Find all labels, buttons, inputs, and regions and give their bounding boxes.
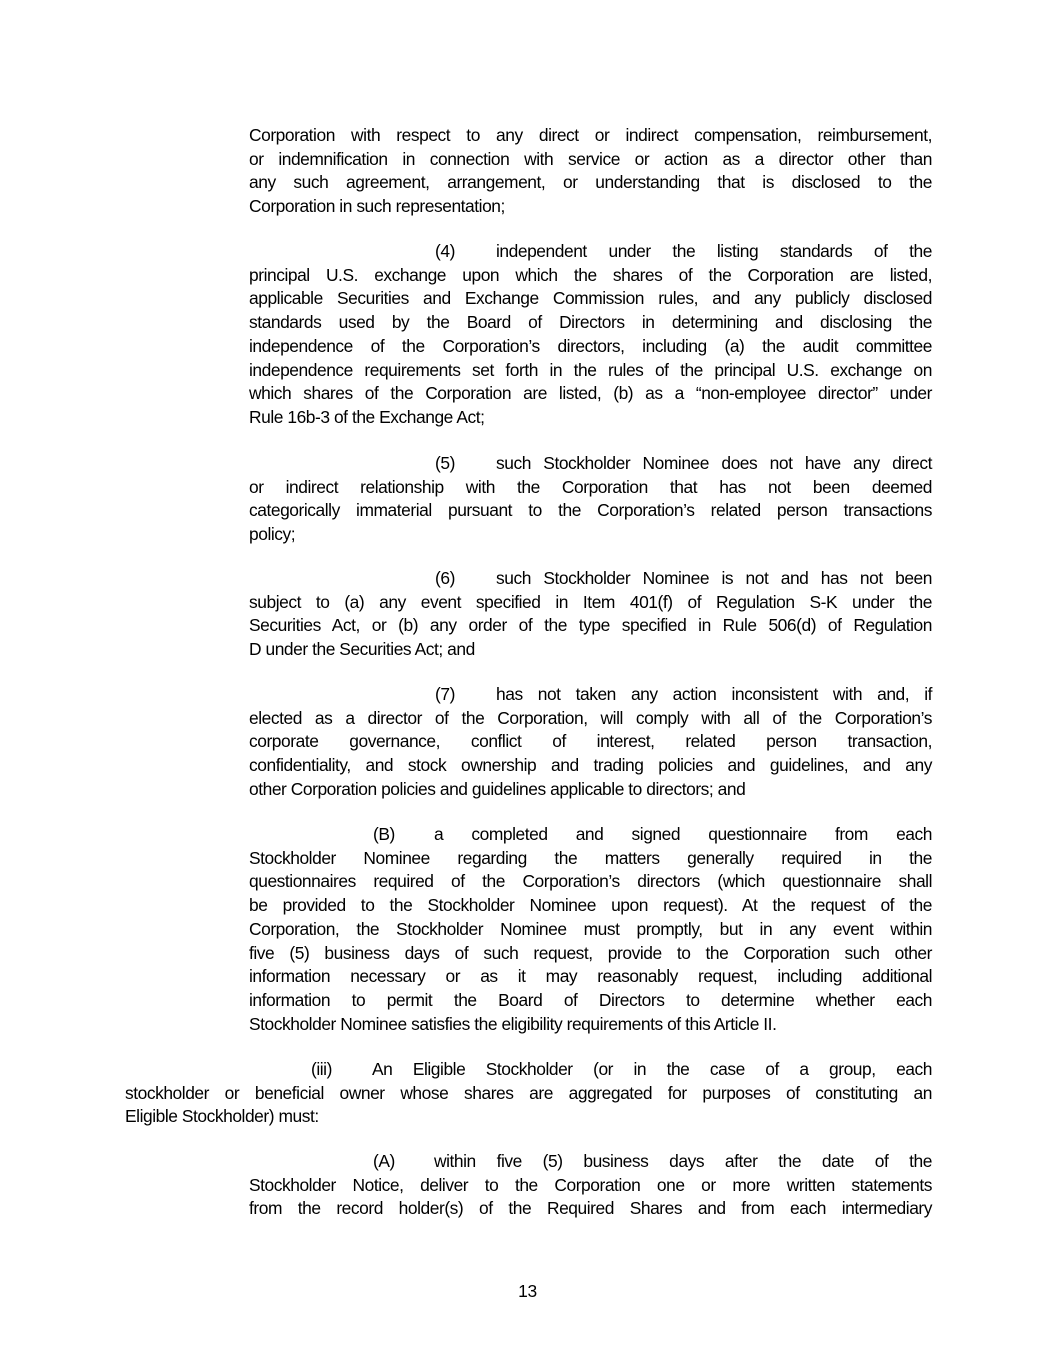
- text-line: or indemnification in connection with service or action as a director other than: [249, 148, 932, 169]
- item-first-line: within five (5) business days after the date of the: [434, 1151, 932, 1171]
- item-first-line: such Stockholder Nominee is not and has not been: [496, 568, 932, 588]
- paragraph-item-a: [249, 1150, 932, 1221]
- text-line: any such agreement, arrangement, or understanding that is disclosed to the: [249, 172, 932, 193]
- text-line: [249, 452, 932, 476]
- text-line: Securities Act, or (b) any order of the type specified in Rule 506(d) of Regulation: [249, 615, 932, 636]
- item-number: (6): [435, 568, 455, 588]
- paragraph-item-iii: [125, 1058, 932, 1129]
- text-line: corporate governance, conflict of interest, related person transaction,: [249, 731, 932, 752]
- item-number: (5): [435, 453, 455, 473]
- text-line: D under the Securities Act; and: [249, 639, 475, 660]
- paragraph-item-6: [249, 567, 932, 662]
- text-line: [249, 567, 932, 591]
- text-line: information necessary or as it may reasonably request, including additional: [249, 966, 932, 987]
- text-line: standards used by the Board of Directors in determining and disclosing the: [249, 312, 932, 333]
- paragraph-item-5: [249, 452, 932, 547]
- item-number: (7): [435, 684, 455, 704]
- text-line: Rule 16b-3 of the Exchange Act;: [249, 406, 485, 427]
- text-line: principal U.S. exchange upon which the shares of the Corporation are listed,: [249, 264, 932, 285]
- text-line: confidentiality, and stock ownership and trading policies and guidelines, and any: [249, 755, 932, 776]
- text-line: from the record holder(s) of the Required Shares and from each intermediary: [249, 1198, 932, 1219]
- text-line: [125, 1058, 932, 1082]
- text-line: other Corporation policies and guidelines applicable to directors; and: [249, 778, 746, 799]
- text-line: Corporation with respect to any direct or indirect compensation, reimbursement,: [249, 125, 932, 145]
- text-line: stockholder or beneficial owner whose shares are aggregated for purposes of constituting an: [125, 1082, 932, 1103]
- item-first-line: An Eligible Stockholder (or in the case of a group, each: [372, 1059, 932, 1079]
- paragraph-continuation: [249, 124, 932, 219]
- text-line: [249, 683, 932, 707]
- text-line: Eligible Stockholder) must:: [125, 1106, 319, 1127]
- item-number: (iii): [311, 1059, 332, 1079]
- text-line: policy;: [249, 524, 296, 545]
- text-line: Corporation in such representation;: [249, 196, 505, 217]
- text-line: Stockholder Nominee satisfies the eligibility requirements of this Article II.: [249, 1013, 777, 1034]
- text-line: questionnaires required of the Corporation’s directors (which questionnaire shall: [249, 871, 932, 892]
- item-first-line: independent under the listing standards of the: [496, 241, 932, 261]
- text-line: five (5) business days of such request, provide to the Corporation such other: [249, 942, 932, 963]
- text-line: [249, 1150, 932, 1174]
- page-number: 13: [518, 1281, 537, 1301]
- text-line: or indirect relationship with the Corporation that has not been deemed: [249, 476, 932, 497]
- item-first-line: has not taken any action inconsistent with and, if: [496, 684, 932, 704]
- text-line: subject to (a) any event specified in Item 401(f) of Regulation S-K under the: [249, 591, 932, 612]
- text-line: Stockholder Nominee regarding the matters generally required in the: [249, 847, 932, 868]
- paragraph-item-4: [249, 240, 932, 430]
- text-line: Corporation, the Stockholder Nominee must promptly, but in any event within: [249, 918, 932, 939]
- item-first-line: a completed and signed questionnaire from each: [434, 824, 932, 844]
- item-number: (4): [435, 241, 455, 261]
- text-line: [249, 240, 932, 264]
- paragraph-item-7: [249, 683, 932, 802]
- item-first-line: such Stockholder Nominee does not have any direct: [496, 453, 932, 473]
- text-line: Stockholder Notice, deliver to the Corporation one or more written statements: [249, 1174, 932, 1195]
- text-line: independence requirements set forth in the rules of the principal U.S. exchange on: [249, 359, 932, 380]
- text-line: applicable Securities and Exchange Commission rules, and any publicly disclosed: [249, 288, 932, 309]
- text-line: which shares of the Corporation are listed, (b) as a “non-employee director” under: [249, 383, 932, 404]
- text-line: categorically immaterial pursuant to the Corporation’s related person transactions: [249, 500, 932, 521]
- text-line: be provided to the Stockholder Nominee upon request). At the request of the: [249, 895, 932, 916]
- text-line: elected as a director of the Corporation, will comply with all of the Corporation’s: [249, 707, 932, 728]
- text-line: [249, 823, 932, 847]
- item-number: (B): [373, 824, 395, 844]
- paragraph-item-b: [249, 823, 932, 1036]
- text-line: independence of the Corporation’s directors, including (a) the audit committee: [249, 335, 932, 356]
- text-line: information to permit the Board of Directors to determine whether each: [249, 989, 932, 1010]
- item-number: (A): [373, 1151, 395, 1171]
